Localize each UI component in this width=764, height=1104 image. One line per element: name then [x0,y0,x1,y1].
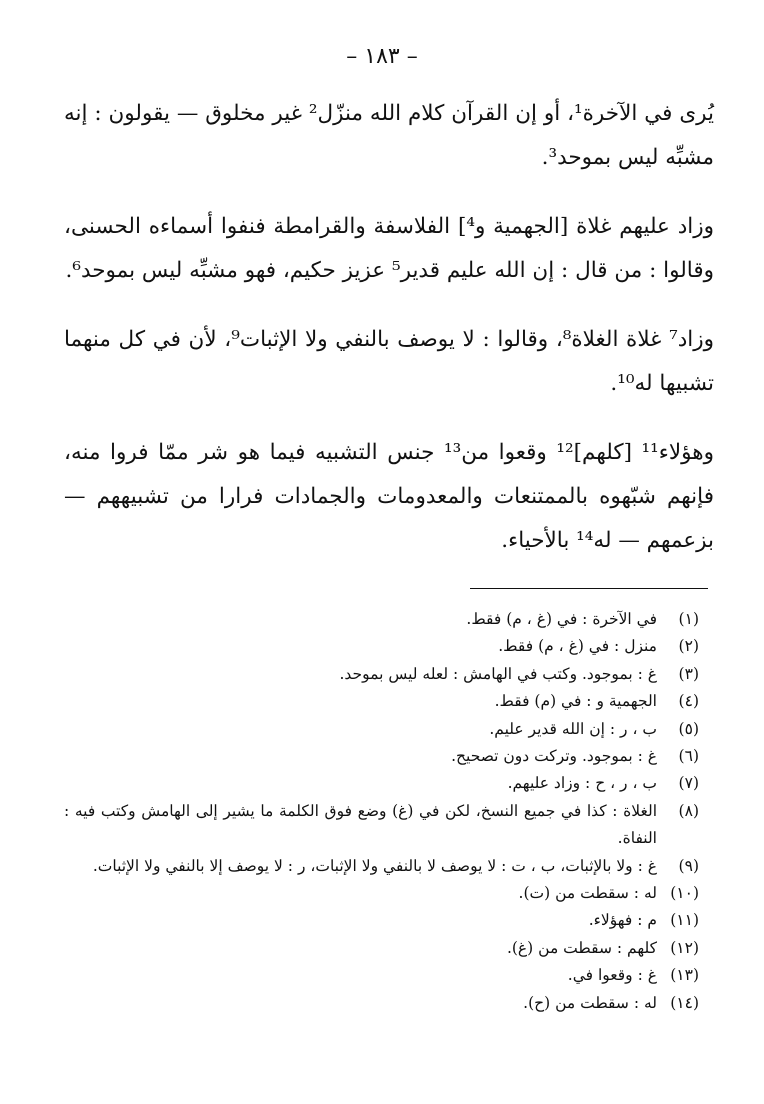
footnote-number: (٨) [678,801,699,820]
footnote-number: (٦) [678,747,699,766]
footnote [64,688,709,715]
footnote-number: (١٠) [670,884,699,903]
footnote-text: ب ، ر : إن الله قدير عليم. [489,719,657,738]
footnote [64,935,709,962]
footnote [64,716,709,743]
footnote-text: الجهمية و : في (م) فقط. [494,692,657,711]
footnote-number: (٣) [678,664,699,683]
footnotes [64,606,709,1017]
footnote-number: (٩) [678,856,699,875]
footnote-number: (١٢) [670,938,699,957]
footnote-number: (١٤) [670,993,699,1012]
footnote-number: (١) [678,610,699,628]
footnote [64,743,709,770]
footnote-text: له : سقطت من (ح). [523,993,657,1012]
footnote [64,606,709,633]
footnote [64,661,709,688]
footnote-text: له : سقطت من (ت). [518,884,657,903]
footnote-text: في الآخرة : في (غ ، م) فقط. [466,610,657,628]
paragraph-1: يُرى في الآخرة¹، أو إن القرآن كلام الله منزّل² غير مخلوق — يقولون : إنه مشبِّه ليس بموحد³. [64,101,714,170]
footnote-text: غ : بموجود. وتركت دون تصحيح. [451,747,657,766]
footnote [64,633,709,660]
main-text [64,92,714,588]
footnote-number: (١١) [670,911,699,930]
footnote-text: منزل : في (غ ، م) فقط. [498,637,657,656]
footnote [64,853,709,880]
paragraph-3: وزاد⁷ غلاة الغلاة⁸، وقالوا : لا يوصف بالنفي ولا الإثبات⁹، لأن في كل منهما تشبيها له¹⁰. [64,327,715,396]
footnote-divider [470,588,708,589]
page-number: – ١٨٣ – [346,44,418,69]
footnote [64,990,709,1017]
paragraph-4: وهؤلاء¹¹ [كلهم]¹² وقعوا من¹³ جنس التشبيه فيما هو شر ممّا فروا منه، فإنهم شبّهوه بالممتنعات والمعدومات والجمادات فرارا من تشبيههم — بزعمهم — له¹⁴ بالأحياء. [64,440,714,553]
footnote-number: (٧) [678,774,699,793]
footnote-number: (٥) [678,719,699,738]
footnote-text: غ : بموجود. وكتب في الهامش : لعله ليس بموحد. [339,664,657,683]
footnote [64,798,709,853]
footnote-text: الغلاة : كذا في جميع النسخ، لكن في (غ) وضع فوق الكلمة ما يشير إلى الهامش وكتب فيه : النفاة. [64,801,657,848]
footnote [64,770,709,797]
footnote-text: ب ، ر ، ح : وزاد عليهم. [507,774,657,793]
footnote-text: كلهم : سقطت من (غ). [506,938,657,957]
footnote [64,880,709,907]
footnote-number: (٤) [678,692,699,711]
footnote [64,907,709,934]
footnote [64,962,709,989]
footnote-text: غ : وقعوا في. [567,966,657,985]
footnote-number: (٢) [678,637,699,656]
footnote-text: م : فهؤلاء. [588,911,657,930]
paragraph-2: وزاد عليهم غلاة [الجهمية و⁴] الفلاسفة والقرامطة فنفوا أسماءه الحسنى، وقالوا : من قال : إن الله عليم قدير⁵ عزيز حكيم، فهو مشبِّه ليس بموحد⁶. [64,214,715,283]
footnote-number: (١٣) [670,966,699,985]
footnote-text: غ : ولا بالإثبات، ب ، ت : لا يوصف لا بالنفي ولا الإثبات، ر : لا يوصف إلا بالنفي ولا الإثبات. [92,856,657,875]
